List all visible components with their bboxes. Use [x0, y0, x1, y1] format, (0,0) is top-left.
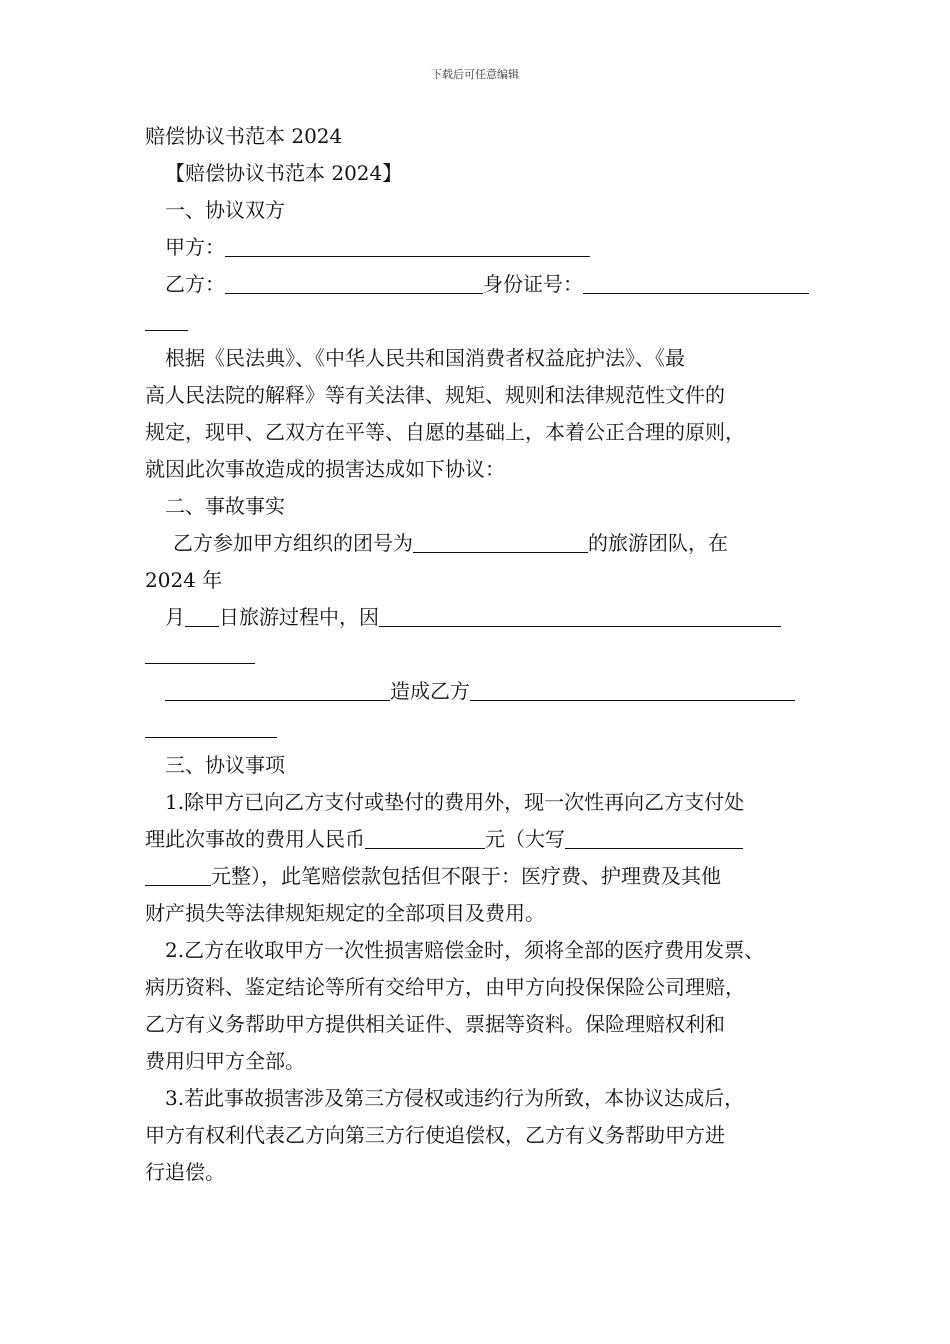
term-2-line: 费用归甲方全部。 [145, 1049, 305, 1073]
term-2-line: 病历资料、鉴定结论等所有交给甲方，由甲方向投保保险公司理赔， [145, 975, 745, 999]
intro-line: 高人民法院的解释》等有关法律、规矩、规则和法律规范性文件的 [145, 383, 725, 407]
page-header-note: 下载后可任意编辑 [431, 68, 519, 81]
id-number-label: 身份证号： [483, 272, 583, 296]
term-text: 元整），此笔赔偿款包括但不限于：医疗费、护理费及其他 [211, 864, 721, 888]
facts-text: 乙方参加甲方组织的团号为 [173, 531, 413, 555]
term-1-line [145, 821, 815, 858]
party-b-blank[interactable] [225, 271, 483, 294]
facts-line-4 [145, 636, 815, 673]
facts-text: 的旅游团队，在 [588, 531, 728, 555]
amount-uppercase-blank-cont[interactable] [145, 863, 211, 886]
id-number-continuation [145, 303, 815, 340]
intro-line: 根据《民法典》、《中华人民共和国消费者权益庇护法》、《最 [165, 346, 685, 370]
term-2-line: 乙方有义务帮助甲方提供相关证件、票据等资料。保险理赔权利和 [145, 1012, 725, 1036]
cause-blank-cont[interactable] [145, 641, 255, 664]
group-number-blank[interactable] [413, 530, 588, 553]
section-heading-terms: 三、协议事项 [165, 753, 285, 777]
facts-year: 2024 年 [145, 568, 223, 592]
id-number-blank-cont[interactable] [145, 308, 188, 331]
facts-line-3 [145, 599, 815, 636]
day-blank[interactable] [185, 604, 219, 627]
party-a-blank[interactable] [225, 234, 590, 257]
term-3-line: 3.若此事故损害涉及第三方侵权或违约行为所致，本协议达成后， [165, 1086, 745, 1110]
term-2-line: 2.乙方在收取甲方一次性损害赔偿金时，须将全部的医疗费用发票、 [165, 938, 765, 962]
section-heading-facts: 二、事故事实 [165, 494, 285, 518]
damage-blank-cont[interactable] [145, 715, 277, 738]
section-heading-parties: 一、协议双方 [165, 198, 285, 222]
facts-line-5 [145, 673, 815, 710]
party-a-label: 甲方： [165, 235, 225, 259]
facts-line-6 [145, 710, 815, 747]
facts-text: 造成乙方 [390, 679, 470, 703]
term-3-line: 甲方有权利代表乙方向第三方行使追偿权，乙方有义务帮助甲方进 [145, 1123, 725, 1147]
cause-blank[interactable] [379, 604, 781, 627]
term-text: 理此次事故的费用人民币 [145, 827, 365, 851]
doc-subtitle: 【赔偿协议书范本 2024】 [165, 161, 403, 185]
facts-text: 日旅游过程中，因 [219, 605, 379, 629]
party-b-label: 乙方： [165, 272, 225, 296]
document-body [145, 118, 815, 1191]
term-3-line: 行追偿。 [145, 1160, 225, 1184]
damage-blank[interactable] [470, 678, 795, 701]
amount-blank[interactable] [365, 826, 485, 849]
incident-blank[interactable] [165, 678, 390, 701]
id-number-blank[interactable] [583, 271, 809, 294]
facts-line-1 [145, 525, 815, 562]
facts-text: 月 [165, 605, 185, 629]
intro-line: 规定，现甲、乙双方在平等、自愿的基础上，本着公正合理的原则， [145, 420, 745, 444]
intro-line: 就因此次事故造成的损害达成如下协议： [145, 457, 505, 481]
party-b-line [145, 266, 815, 303]
term-text: 元（大写 [485, 827, 565, 851]
doc-title: 赔偿协议书范本 2024 [145, 124, 343, 148]
amount-uppercase-blank[interactable] [565, 826, 743, 849]
party-a-line [145, 229, 815, 266]
term-1-line: 财产损失等法律规矩规定的全部项目及费用。 [145, 901, 545, 925]
term-1-line [145, 858, 815, 895]
term-1-line: 1.除甲方已向乙方支付或垫付的费用外，现一次性再向乙方支付处 [165, 790, 745, 814]
